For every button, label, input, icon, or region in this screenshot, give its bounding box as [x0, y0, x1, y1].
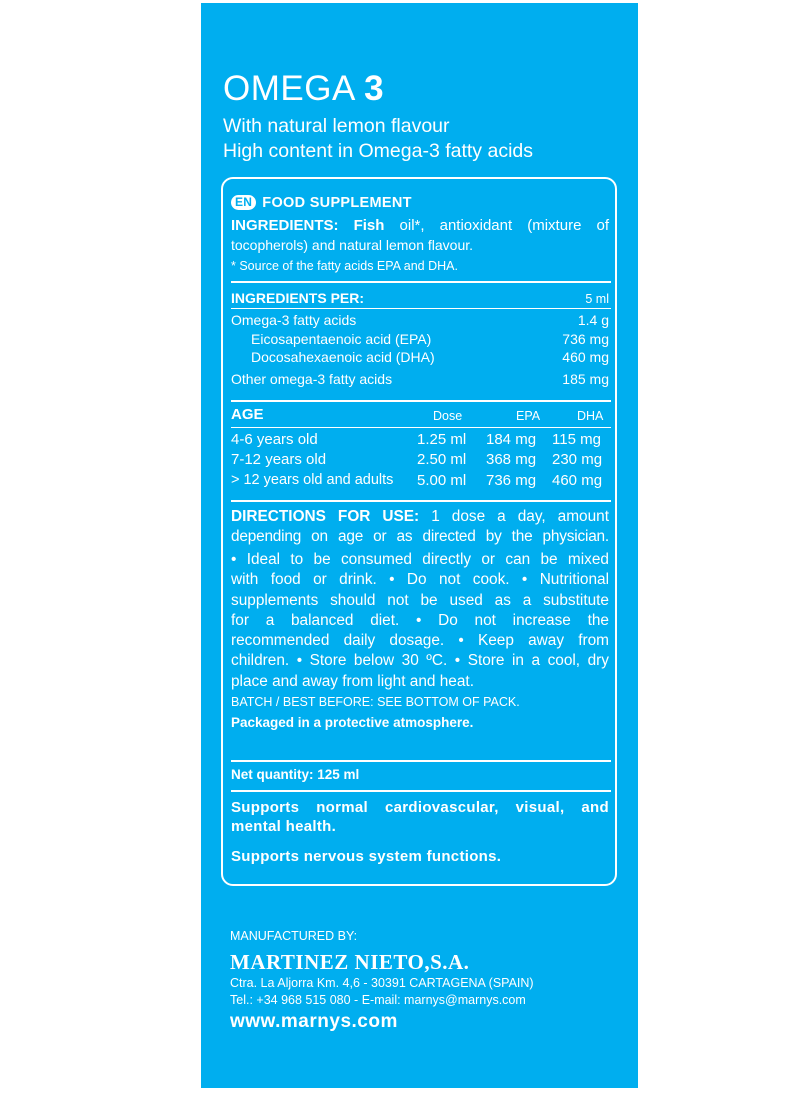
- dosage-header: AGE Dose EPA DHA: [231, 406, 604, 423]
- dosage-row: 7-12 years old 2.50 ml 368 mg 230 mg: [231, 451, 603, 468]
- nutrition-row: Eicosapentaenoic acid (EPA) 736 mg: [251, 331, 609, 347]
- health-claim-cardiovascular: Supports normal cardiovascular, visual, and mental health.: [231, 799, 609, 835]
- product-subtitle-content: High content in Omega-3 fatty acids: [223, 140, 533, 162]
- manufacturer-contact: Tel.: +34 968 515 080 - E-mail: marnys@marnys.com: [230, 993, 526, 1007]
- divider: [231, 790, 611, 792]
- ingredients-footnote: * Source of the fatty acids EPA and DHA.: [231, 259, 458, 273]
- nutrition-row: Other omega-3 fatty acids 185 mg: [231, 371, 609, 387]
- product-label-panel: [201, 3, 638, 1088]
- ingredients-line-1: INGREDIENTS: Fish oil*, antioxidant (mixture of: [231, 217, 609, 234]
- nutrition-row: Docosahexaenoic acid (DHA) 460 mg: [251, 349, 609, 365]
- divider: [231, 308, 611, 309]
- directions-advice: • Ideal to be consumed directly or can be mixed with food or drink. • Do not cook. • Nutritional supplements should not be used as a substitute for a balanced diet. • Do not increase the recommended daily dosage. • Keep away from children. • Store below 30 ºC. • Store in a cool, dry place and away from light and heat.: [231, 551, 609, 690]
- manufactured-by-label: MANUFACTURED BY:: [230, 929, 358, 943]
- food-supplement-header: EN FOOD SUPPLEMENT: [231, 195, 412, 211]
- supplement-info-box: [221, 177, 617, 886]
- divider: [231, 281, 611, 283]
- net-quantity: Net quantity: 125 ml: [231, 767, 360, 782]
- website-link[interactable]: www.marnys.com: [230, 1011, 398, 1032]
- divider: [231, 760, 611, 762]
- packaged-note: Packaged in a protective atmosphere.: [231, 715, 474, 730]
- directions-for-use: DIRECTIONS FOR USE: 1 dose a day, amount depending on age or as directed by the physician.: [231, 508, 609, 546]
- health-claim-nervous-system: Supports nervous system functions.: [231, 848, 502, 865]
- divider: [231, 500, 611, 502]
- divider: [231, 427, 611, 428]
- dosage-row: 4-6 years old 1.25 ml 184 mg 115 mg: [231, 431, 601, 448]
- batch-best-before: BATCH / BEST BEFORE: SEE BOTTOM OF PACK.: [231, 695, 520, 709]
- dosage-row: > 12 years old and adults 5.00 ml 736 mg 460 mg: [231, 472, 603, 489]
- nutrition-row: Omega-3 fatty acids 1.4 g: [231, 312, 609, 328]
- product-title-number: 3: [364, 69, 385, 108]
- manufacturer-address: Ctra. La Aljorra Km. 4,6 - 30391 CARTAGENA (SPAIN): [230, 976, 534, 990]
- manufacturer-name: MARTINEZ NIETO,S.A.: [230, 950, 470, 974]
- ingredients-line-2: tocopherols) and natural lemon flavour.: [231, 237, 474, 253]
- product-title: OMEGA 3: [223, 69, 385, 108]
- divider: [231, 400, 611, 402]
- language-badge: EN: [231, 195, 256, 210]
- product-subtitle-flavour: With natural lemon flavour: [223, 115, 450, 137]
- nutrition-header: INGREDIENTS PER: 5 ml: [231, 290, 609, 306]
